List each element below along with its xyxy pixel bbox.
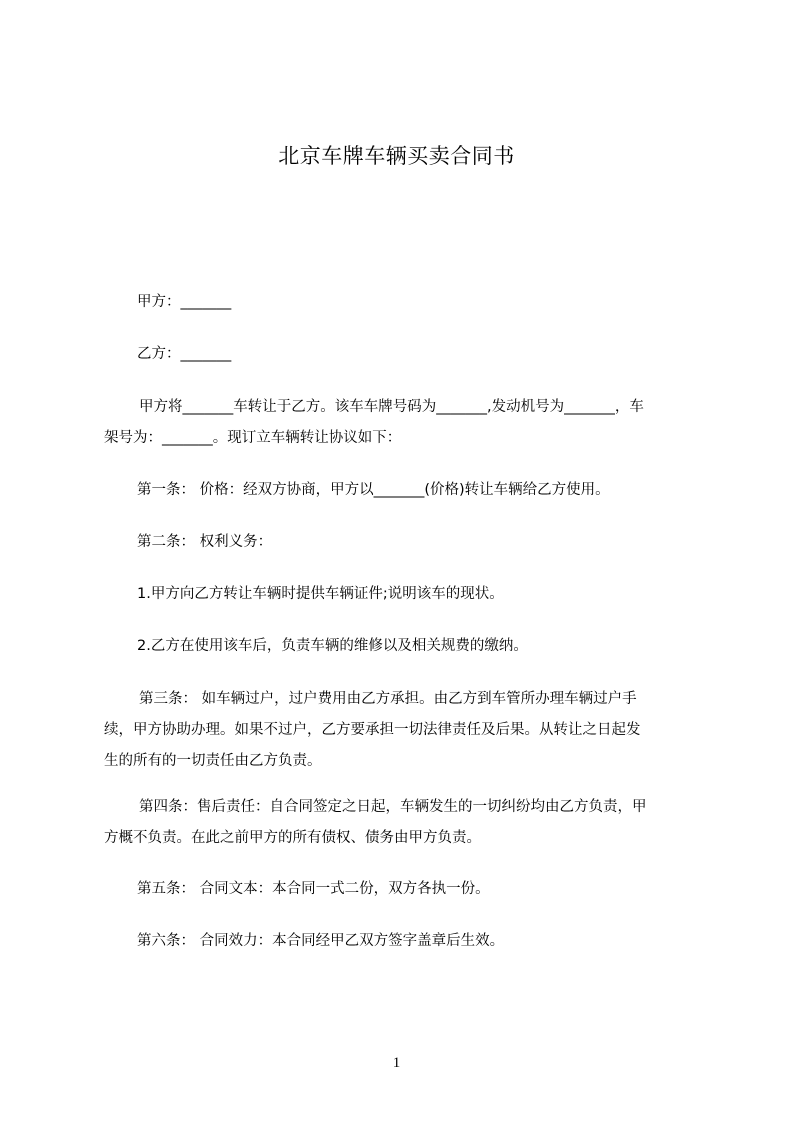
- article-3-line-2: 续，甲方协助办理。如果不过户，乙方要承担一切法律责任及后果。从转让之日起发: [104, 722, 641, 738]
- page-title: 北京车牌车辆买卖合同书: [278, 144, 515, 168]
- party-a-line: [104, 287, 706, 318]
- item-1-text: 1.甲方向乙方转让车辆时提供车辆证件;说明该车的现状。: [137, 586, 504, 602]
- item-2-text: 2.乙方在使用该车后，负责车辆的维修以及相关规费的缴纳。: [137, 638, 528, 654]
- party-b-text: 乙方：_______: [137, 346, 232, 362]
- article-2-text: 第二条： 权利义务：: [137, 534, 273, 550]
- article-5-text: 第五条： 合同文本：本合同一式二份，双方各执一份。: [137, 881, 490, 897]
- intro-line-1: 甲方将_______车转让于乙方。该车车牌号码为_______,发动机号为_______，车: [139, 399, 644, 415]
- article-3: [104, 684, 706, 777]
- article-4: [104, 792, 706, 854]
- article-1: [104, 475, 706, 506]
- article-2-item-1: [104, 579, 706, 610]
- article-4-line-1: 第四条：售后责任：自合同签定之日起，车辆发生的一切纠纷均由乙方负责，甲: [139, 799, 647, 815]
- article-1-text: 第一条： 价格：经双方协商，甲方以_______(价格)转让车辆给乙方使用。: [137, 482, 610, 498]
- article-5: [104, 874, 706, 905]
- article-6-text: 第六条： 合同效力：本合同经甲乙双方签字盖章后生效。: [137, 933, 505, 949]
- article-3-line-1: 第三条： 如车辆过户，过户费用由乙方承担。由乙方到车管所办理车辆过户手: [139, 691, 637, 707]
- page-number: 1: [392, 1055, 401, 1071]
- article-4-line-2: 方概不负责。在此之前甲方的所有债权、债务由甲方负责。: [104, 830, 481, 846]
- party-b-line: [104, 339, 706, 370]
- article-3-line-3: 生的所有的一切责任由乙方负责。: [104, 753, 322, 769]
- intro-line-2: 架号为：_______。现订立车辆转让协议如下：: [104, 430, 402, 446]
- article-2-item-2: [104, 631, 706, 662]
- intro-paragraph: [104, 392, 706, 454]
- party-a-text: 甲方：_______: [137, 294, 232, 310]
- article-2: [104, 527, 706, 558]
- article-6: [104, 926, 706, 957]
